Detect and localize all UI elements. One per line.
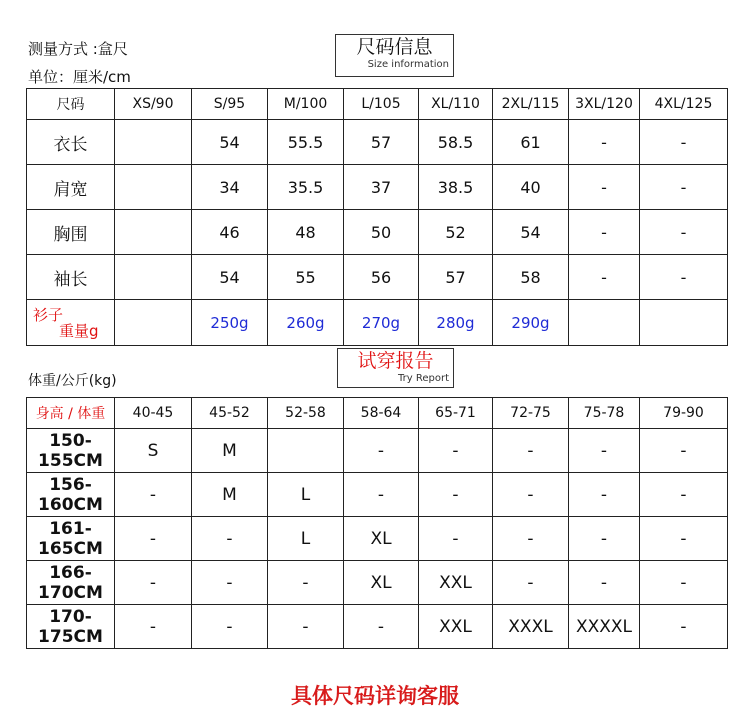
try-cell: - xyxy=(493,473,569,517)
size-cell: - xyxy=(569,255,640,300)
try-header-row xyxy=(27,398,728,429)
size-cell xyxy=(115,210,192,255)
try-cell: - xyxy=(493,429,569,473)
size-row xyxy=(27,210,728,255)
try-cell: - xyxy=(419,473,493,517)
size-row-label: 衣长 xyxy=(27,120,115,165)
try-cell: - xyxy=(115,561,192,605)
try-header-label: 身高 / 体重 xyxy=(27,398,115,429)
try-report-title: 试穿报告 xyxy=(357,350,434,372)
try-row-label: 150-155CM xyxy=(27,429,115,473)
try-cell: - xyxy=(192,605,268,649)
size-cell: 48 xyxy=(268,210,344,255)
try-header-cell: 52-58 xyxy=(268,398,344,429)
weight-cell xyxy=(640,300,728,346)
weight-cell: 280g xyxy=(419,300,493,346)
try-cell: - xyxy=(268,561,344,605)
size-cell: - xyxy=(640,210,728,255)
try-cell: - xyxy=(344,429,419,473)
try-cell: - xyxy=(640,429,728,473)
size-cell: 40 xyxy=(493,165,569,210)
try-cell: XXL xyxy=(419,605,493,649)
size-cell: - xyxy=(640,165,728,210)
try-row-label: 156-160CM xyxy=(27,473,115,517)
try-cell: - xyxy=(640,473,728,517)
size-header-cell: 4XL/125 xyxy=(640,89,728,120)
size-cell: - xyxy=(569,120,640,165)
try-cell: XXXL xyxy=(493,605,569,649)
size-cell: 57 xyxy=(344,120,419,165)
try-row xyxy=(27,429,728,473)
size-header-cell: S/95 xyxy=(192,89,268,120)
size-header-cell: L/105 xyxy=(344,89,419,120)
size-cell xyxy=(115,255,192,300)
try-cell: - xyxy=(344,473,419,517)
size-header-cell: XS/90 xyxy=(115,89,192,120)
try-cell: L xyxy=(268,517,344,561)
weight-cell xyxy=(569,300,640,346)
footer-note: 具体尺码详询客服 xyxy=(291,684,459,708)
size-header-cell: XL/110 xyxy=(419,89,493,120)
weight-label-line1: 衫子 xyxy=(33,305,64,324)
try-header-cell: 79-90 xyxy=(640,398,728,429)
size-cell: 54 xyxy=(192,120,268,165)
try-cell: XL xyxy=(344,517,419,561)
try-row xyxy=(27,517,728,561)
size-header-cell: 2XL/115 xyxy=(493,89,569,120)
try-header-cell: 45-52 xyxy=(192,398,268,429)
measure-method: 测量方式 :盒尺 xyxy=(28,40,128,58)
try-cell: XL xyxy=(344,561,419,605)
weight-cell: 270g xyxy=(344,300,419,346)
try-cell: - xyxy=(640,605,728,649)
try-cell: M xyxy=(192,429,268,473)
try-cell: S xyxy=(115,429,192,473)
try-cell: - xyxy=(268,605,344,649)
weight-cell xyxy=(115,300,192,346)
size-row-label: 袖长 xyxy=(27,255,115,300)
size-table xyxy=(26,88,728,346)
try-cell: - xyxy=(192,517,268,561)
size-cell: 46 xyxy=(192,210,268,255)
try-report-table xyxy=(26,397,728,649)
try-cell: - xyxy=(115,517,192,561)
try-row xyxy=(27,561,728,605)
size-header-cell: 3XL/120 xyxy=(569,89,640,120)
try-cell: - xyxy=(493,561,569,605)
size-info-title-box xyxy=(335,34,454,77)
size-row xyxy=(27,255,728,300)
try-cell: M xyxy=(192,473,268,517)
try-header-cell: 75-78 xyxy=(569,398,640,429)
size-cell: - xyxy=(569,210,640,255)
weight-label-line2: 重量g xyxy=(59,321,99,340)
size-cell: - xyxy=(640,255,728,300)
size-cell: - xyxy=(569,165,640,210)
try-report-subtitle: Try Report xyxy=(398,373,449,384)
try-row xyxy=(27,473,728,517)
size-cell: 58 xyxy=(493,255,569,300)
try-row-label: 170-175CM xyxy=(27,605,115,649)
try-row xyxy=(27,605,728,649)
size-row xyxy=(27,120,728,165)
try-cell: XXL xyxy=(419,561,493,605)
try-row-label: 166-170CM xyxy=(27,561,115,605)
try-cell xyxy=(268,429,344,473)
try-report-title-box xyxy=(337,348,454,388)
weight-row-label xyxy=(27,300,115,346)
try-cell: - xyxy=(569,561,640,605)
try-cell: - xyxy=(640,561,728,605)
try-cell: - xyxy=(419,429,493,473)
size-cell: 61 xyxy=(493,120,569,165)
try-cell: - xyxy=(192,561,268,605)
try-cell: - xyxy=(115,473,192,517)
size-cell: - xyxy=(640,120,728,165)
weight-cell: 290g xyxy=(493,300,569,346)
size-cell: 54 xyxy=(192,255,268,300)
size-cell: 52 xyxy=(419,210,493,255)
unit-label: 单位：厘米/cm xyxy=(28,68,131,86)
size-cell: 54 xyxy=(493,210,569,255)
size-cell: 57 xyxy=(419,255,493,300)
size-header-label: 尺码 xyxy=(27,89,115,120)
size-row-label: 肩宽 xyxy=(27,165,115,210)
weight-unit-label: 体重/公斤(kg) xyxy=(28,373,117,389)
try-cell: L xyxy=(268,473,344,517)
size-cell: 55 xyxy=(268,255,344,300)
size-header-row xyxy=(27,89,728,120)
size-cell: 56 xyxy=(344,255,419,300)
try-header-cell: 65-71 xyxy=(419,398,493,429)
size-info-title: 尺码信息 xyxy=(356,36,433,58)
try-cell: - xyxy=(640,517,728,561)
try-cell: - xyxy=(419,517,493,561)
weight-cell: 250g xyxy=(192,300,268,346)
try-header-cell: 40-45 xyxy=(115,398,192,429)
size-info-subtitle: Size information xyxy=(367,59,449,70)
size-cell xyxy=(115,120,192,165)
try-cell: - xyxy=(569,517,640,561)
size-cell: 35.5 xyxy=(268,165,344,210)
try-cell: - xyxy=(569,429,640,473)
size-cell: 37 xyxy=(344,165,419,210)
weight-cell: 260g xyxy=(268,300,344,346)
size-cell: 34 xyxy=(192,165,268,210)
size-cell: 58.5 xyxy=(419,120,493,165)
try-cell: - xyxy=(344,605,419,649)
size-header-cell: M/100 xyxy=(268,89,344,120)
size-row xyxy=(27,165,728,210)
size-cell: 50 xyxy=(344,210,419,255)
size-row-label: 胸围 xyxy=(27,210,115,255)
weight-row xyxy=(27,300,728,346)
try-cell: - xyxy=(115,605,192,649)
try-header-cell: 72-75 xyxy=(493,398,569,429)
try-row-label: 161-165CM xyxy=(27,517,115,561)
size-cell: 38.5 xyxy=(419,165,493,210)
try-cell: - xyxy=(493,517,569,561)
size-cell: 55.5 xyxy=(268,120,344,165)
try-cell: XXXXL xyxy=(569,605,640,649)
try-cell: - xyxy=(569,473,640,517)
try-header-cell: 58-64 xyxy=(344,398,419,429)
size-cell xyxy=(115,165,192,210)
